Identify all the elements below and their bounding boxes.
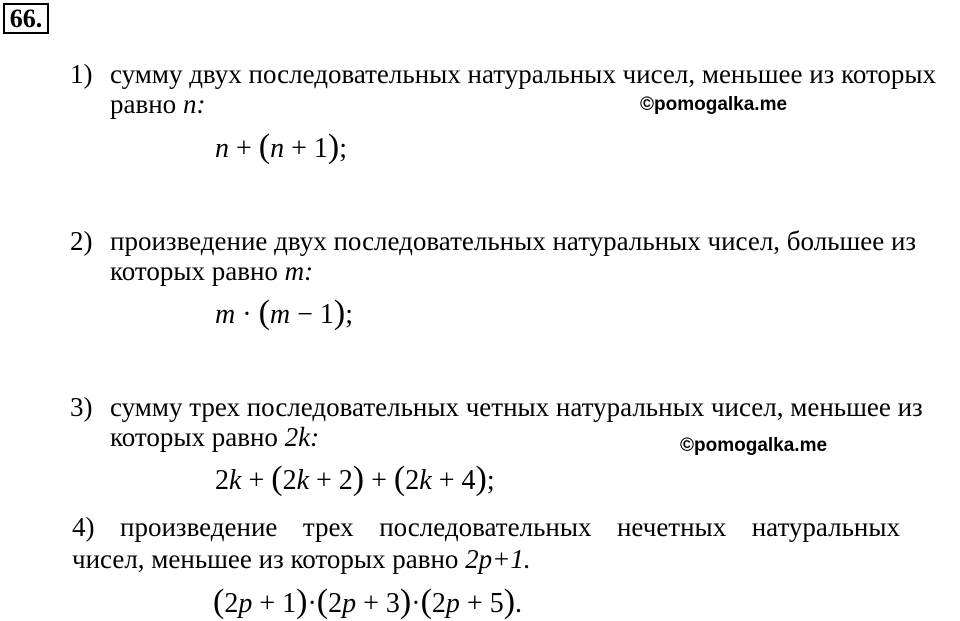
item-3-formula: 2k + (2k + 2) + (2k + 4);	[215, 460, 495, 497]
item-2-text-line2	[110, 255, 313, 287]
item-1-text-line1: сумму двух последовательных натуральных чисел, меньшее из которых	[110, 59, 937, 89]
item-1-formula: n + (n + 1);	[215, 128, 348, 165]
watermark-2: ©pomogalka.me	[680, 435, 828, 456]
item-1-text-line2	[110, 88, 205, 120]
item-4-text-line1: 4) произведение трех последовательных нечетных натуральных	[72, 512, 900, 542]
item-3-text-line1: сумму трех последовательных четных натуральных чисел, меньшее из	[110, 392, 923, 422]
item-4-text-prefix: чисел, меньшее из которых равно	[72, 544, 466, 574]
item-4-marker: 4)	[72, 512, 95, 542]
item-2-formula: m · (m − 1);	[215, 294, 354, 331]
item-1-marker: 1)	[70, 59, 93, 89]
problem-number: 66.	[3, 3, 49, 34]
item-3-text-prefix: которых равно	[110, 422, 285, 452]
item-4-text-line2	[72, 543, 531, 575]
watermark-1: ©pomogalka.me	[640, 94, 788, 115]
item-2-text-prefix: которых равно	[110, 256, 285, 286]
item-4-variable: 2p+1.	[465, 544, 531, 574]
item-1-variable: n:	[182, 89, 206, 119]
item-3-text-line2	[110, 421, 319, 453]
item-2-variable: m:	[284, 256, 314, 286]
item-4-formula: (2p + 1)·(2p + 3)·(2p + 5).	[213, 583, 523, 620]
item-3-marker: 3)	[70, 392, 93, 422]
item-2-text-line1: произведение двух последовательных натуральных чисел, большее из	[110, 226, 917, 256]
item-2-marker: 2)	[70, 226, 93, 256]
item-3-variable: 2k:	[284, 422, 320, 452]
item-1-text-prefix: равно	[110, 89, 183, 119]
